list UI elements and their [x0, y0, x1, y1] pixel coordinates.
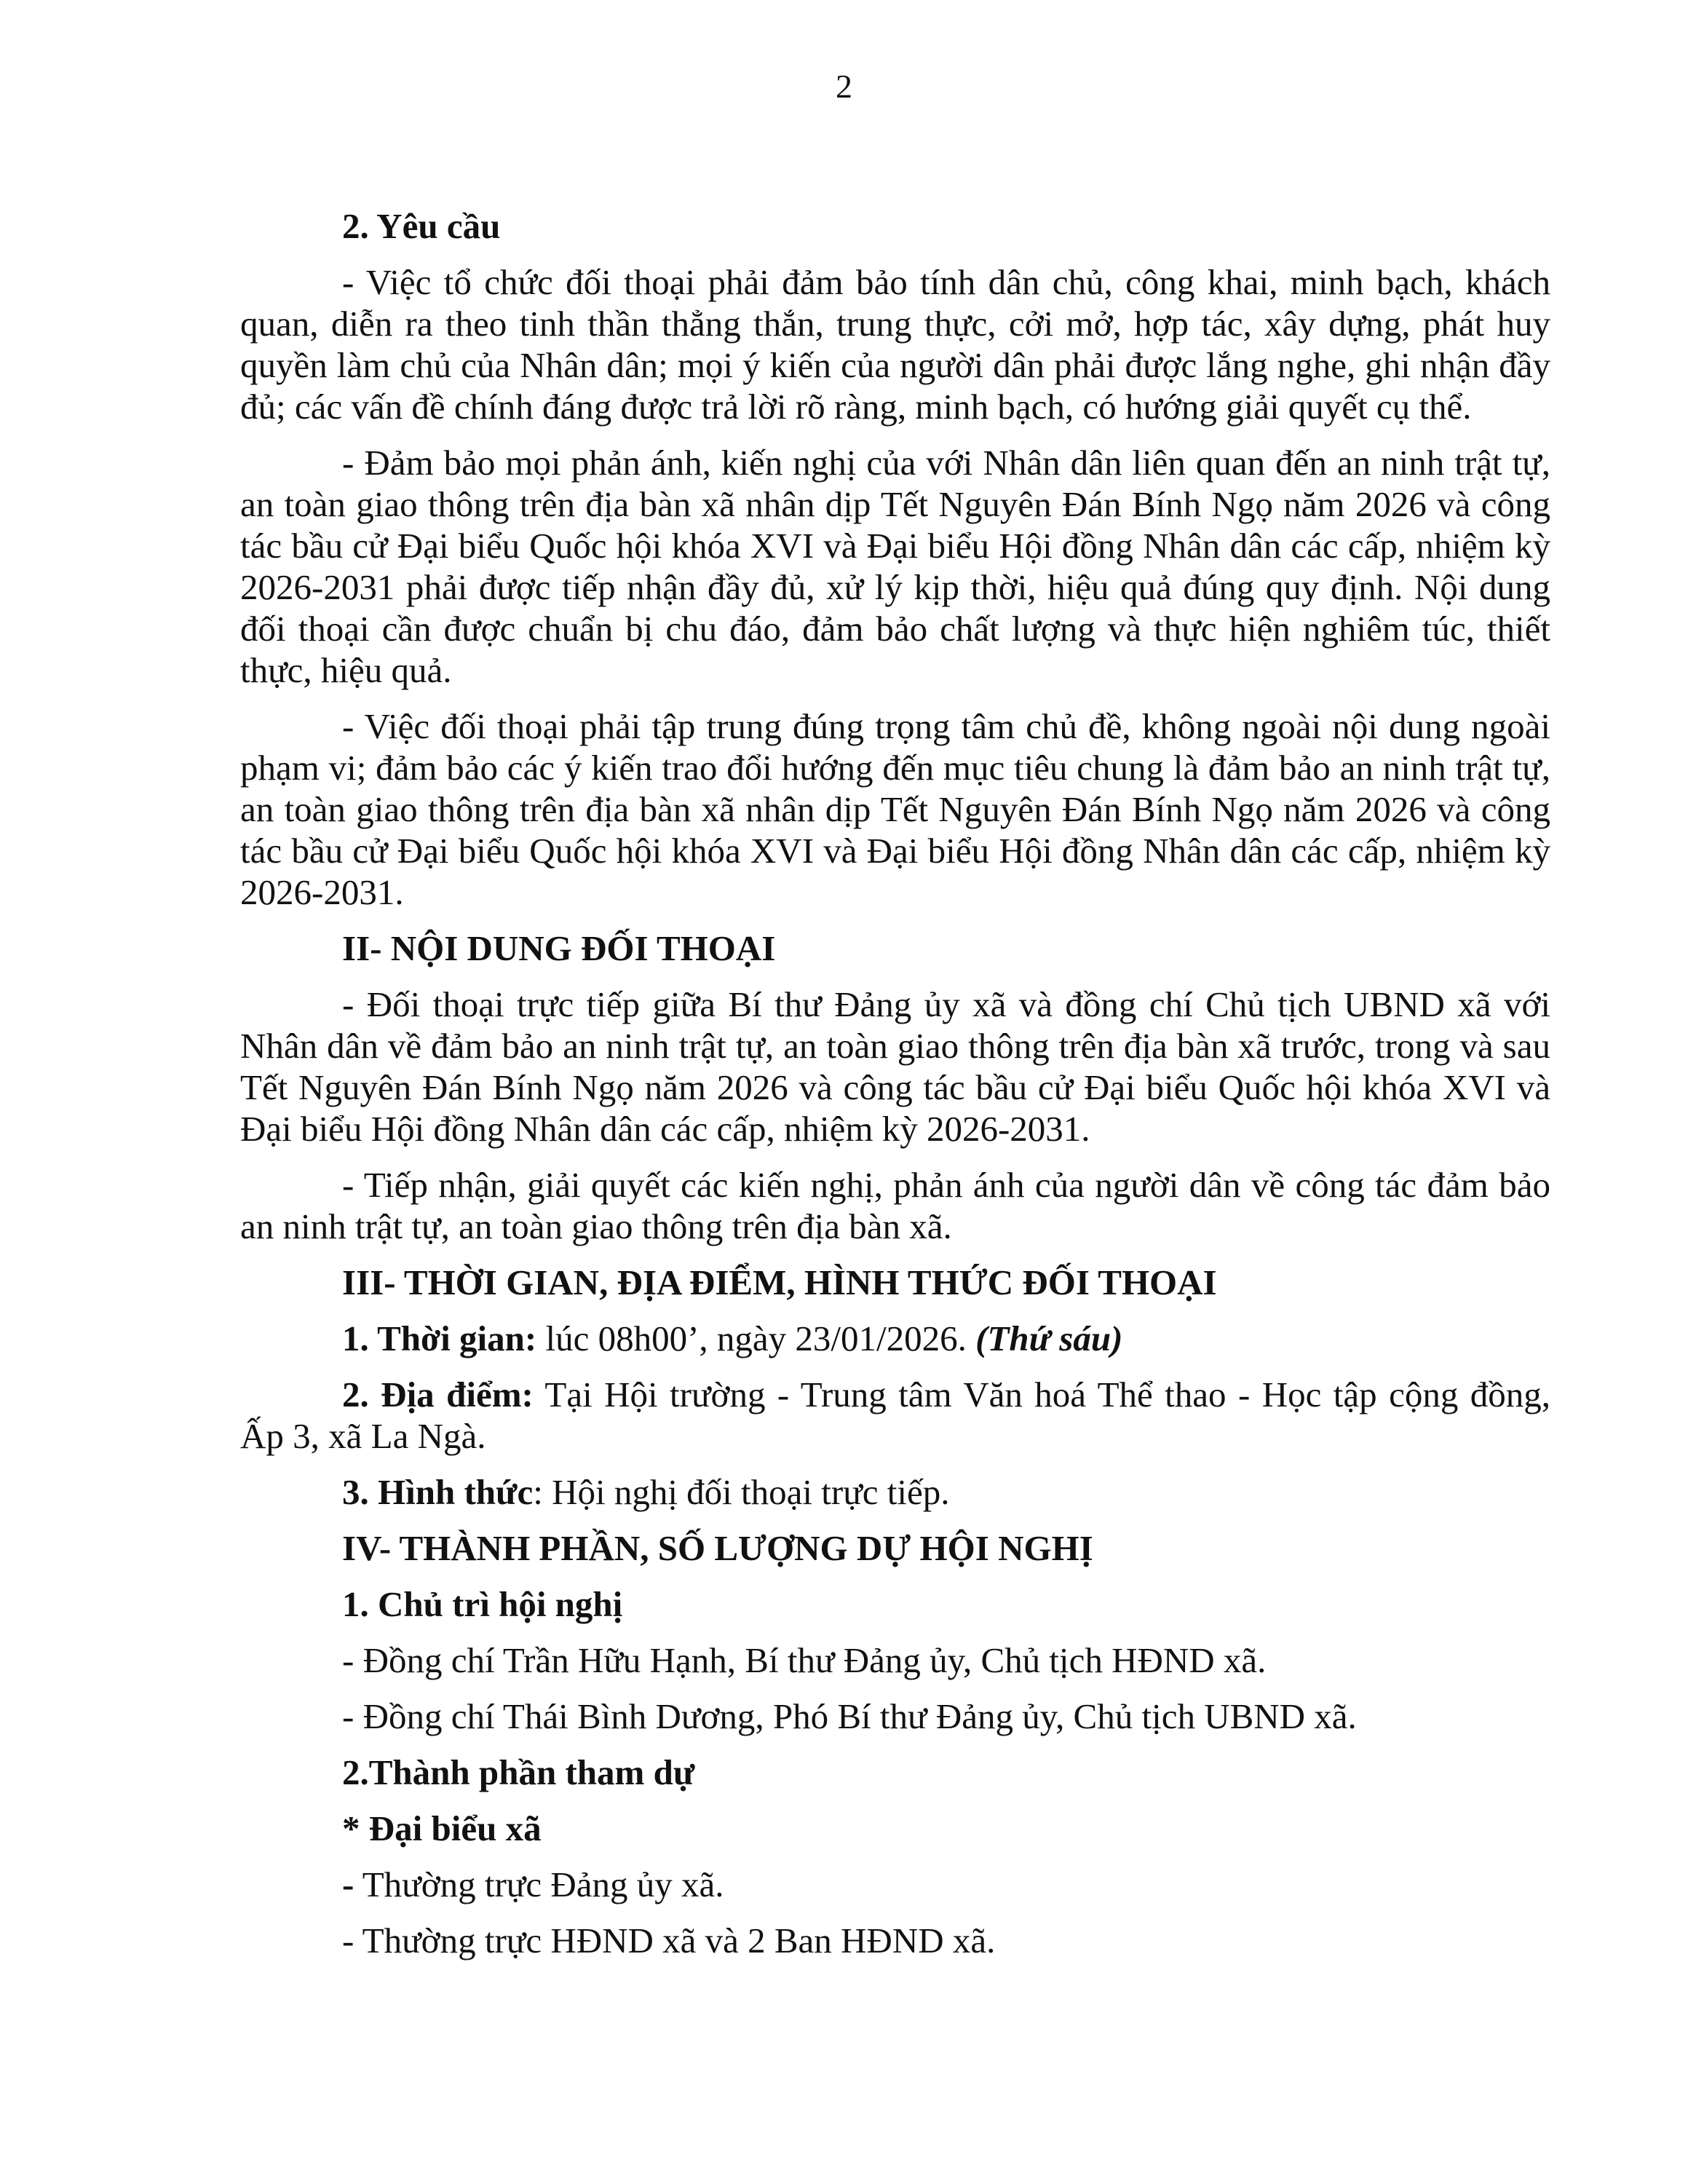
paragraph: - Việc tổ chức đối thoại phải đảm bảo tính dân chủ, công khai, minh bạch, khách quan, diễn ra theo tinh thần thẳng thắn, trung thực, cởi mở, hợp tác, xây dựng, phát huy quyền làm chủ của Nhân dân; mọi ý kiến của người dân phải được lắng nghe, ghi nhận đầy đủ; các vấn đề chính đáng được trả lời rõ ràng, minh bạch, có hướng giải quyết cụ thể.	[240, 262, 1550, 427]
time-line	[240, 1318, 1550, 1359]
section-heading-yeu-cau: 2. Yêu cầu	[342, 206, 501, 246]
paragraph: - Việc đối thoại phải tập trung đúng trọng tâm chủ đề, không ngoài nội dung ngoài phạm vi; đảm bảo các ý kiến trao đổi hướng đến mục tiêu chung là đảm bảo an ninh trật tự, an toàn giao thông trên địa bàn xã nhân dịp Tết Nguyên Đán Bính Ngọ năm 2026 và công tác bầu cử Đại biểu Quốc hội khóa XVI và Đại biểu Hội đồng Nhân dân các cấp, nhiệm kỳ 2026-2031.	[240, 706, 1550, 912]
subheading-tham-du: 2.Thành phần tham dự	[342, 1752, 695, 1792]
place-value: Tại Hội trường - Trung tâm Văn hoá Thể thao - Học tập cộng đồng, Ấp 3, xã La Ngà.	[240, 1374, 1550, 1456]
list-item: - Thường trực HĐND xã và 2 Ban HĐND xã.	[342, 1920, 996, 1961]
list-item	[240, 1864, 1550, 1905]
section-heading-thoi-gian: III- THỜI GIAN, ĐỊA ĐIỂM, HÌNH THỨC ĐỐI THOẠI	[342, 1262, 1217, 1302]
place-label: 2. Địa điểm:	[342, 1374, 534, 1415]
time-note: (Thứ sáu)	[975, 1318, 1123, 1358]
paragraph: - Tiếp nhận, giải quyết các kiến nghị, phản ánh của người dân về công tác đảm bảo an ninh trật tự, an toàn giao thông trên địa bàn xã.	[240, 1165, 1550, 1246]
paragraph: - Đối thoại trực tiếp giữa Bí thư Đảng ủy xã và đồng chí Chủ tịch UBND xã với Nhân dân về đảm bảo an ninh trật tự, an toàn giao thông trên địa bàn xã trước, trong và sau Tết Nguyên Đán Bính Ngọ năm 2026 và công tác bầu cử Đại biểu Quốc hội khóa XVI và Đại biểu Hội đồng Nhân dân các cấp, nhiệm kỳ 2026-2031.	[240, 984, 1550, 1149]
time-value: lúc 08h00’, ngày 23/01/2026.	[536, 1318, 976, 1358]
subheading-dai-bieu: * Đại biểu xã	[342, 1808, 542, 1848]
subheading-chu-tri: 1. Chủ trì hội nghị	[342, 1584, 623, 1624]
list-item: - Đồng chí Trần Hữu Hạnh, Bí thư Đảng ủy, Chủ tịch HĐND xã.	[342, 1640, 1267, 1680]
list-item-text: Thường trực Đảng ủy xã.	[362, 1864, 724, 1904]
place-line	[240, 1374, 1550, 1457]
section-heading-thanh-phan: IV- THÀNH PHẦN, SỐ LƯỢNG DỰ HỘI NGHỊ	[342, 1528, 1093, 1568]
document-body	[240, 205, 1550, 1976]
form-value: : Hội nghị đối thoại trực tiếp.	[533, 1472, 950, 1512]
list-item: - Đồng chí Thái Bình Dương, Phó Bí thư Đảng ủy, Chủ tịch UBND xã.	[342, 1696, 1357, 1736]
paragraph: - Đảm bảo mọi phản ánh, kiến nghị của với Nhân dân liên quan đến an ninh trật tự, an toàn giao thông trên địa bàn xã nhân dịp Tết Nguyên Đán Bính Ngọ năm 2026 và công tác bầu cử Đại biểu Quốc hội khóa XVI và Đại biểu Hội đồng Nhân dân các cấp, nhiệm kỳ 2026-2031 phải được tiếp nhận đầy đủ, xử lý kịp thời, hiệu quả đúng quy định. Nội dung đối thoại cần được chuẩn bị chu đáo, đảm bảo chất lượng và thực hiện nghiêm túc, thiết thực, hiệu quả.	[240, 443, 1550, 690]
section-heading-noi-dung: II- NỘI DUNG ĐỐI THOẠI	[342, 928, 776, 968]
time-label: 1. Thời gian:	[342, 1318, 537, 1358]
page-number: 2	[836, 68, 852, 105]
list-dash: -	[342, 1864, 354, 1904]
form-line	[240, 1471, 1550, 1513]
form-label: 3. Hình thức	[342, 1472, 534, 1512]
